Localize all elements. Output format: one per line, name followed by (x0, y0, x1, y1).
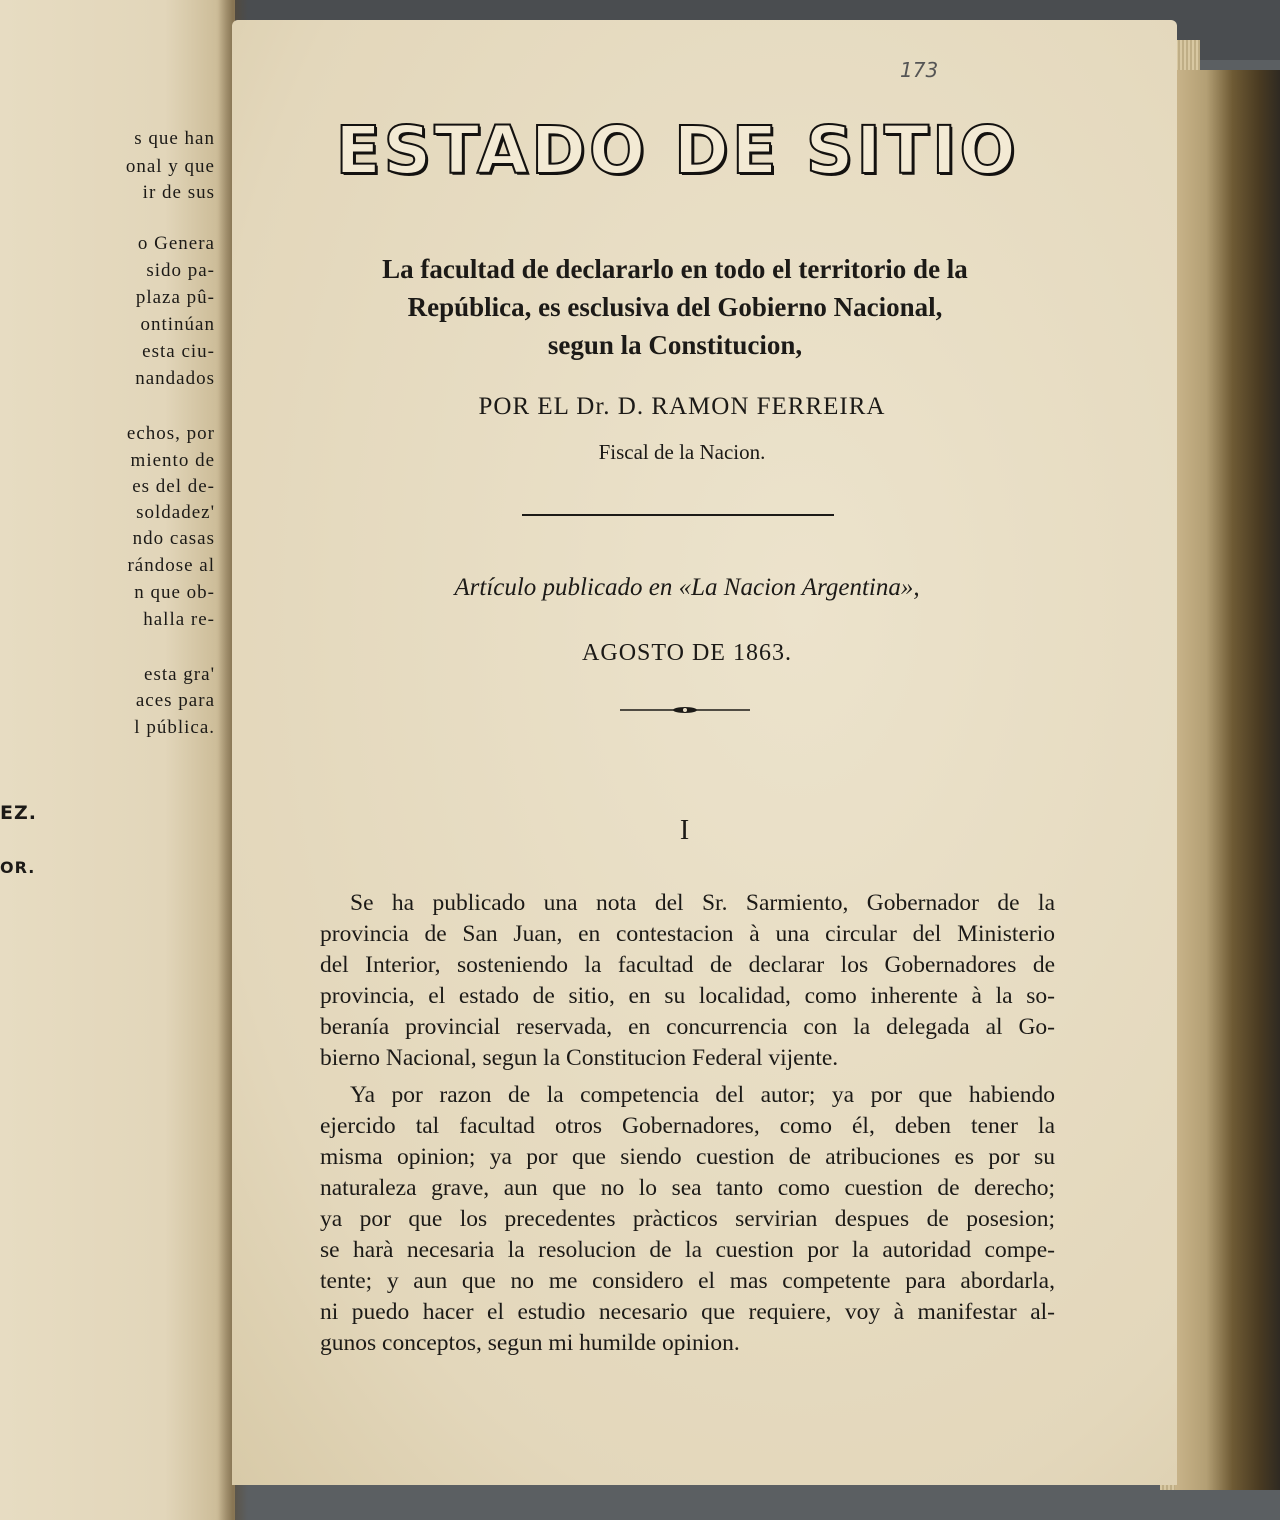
article-body (320, 888, 1055, 1359)
left-line: l pública. (134, 717, 215, 738)
left-line: s que han (134, 128, 215, 149)
paragraph (320, 888, 1055, 1074)
body-line: ya por que los precedentes pràcticos servirian despues de posesion; (320, 1206, 1055, 1232)
author-role: Fiscal de la Nacion. (598, 440, 766, 464)
left-line: rándose al (127, 555, 215, 576)
left-line: soldadez' (136, 502, 215, 523)
ornament-divider (620, 700, 750, 720)
body-line: del Interior, sosteniendo la facultad de declarar los Gobernadores de (320, 952, 1055, 978)
section-number: I (679, 815, 690, 846)
page-folio: 173 (900, 58, 939, 82)
publication-date: AGOSTO DE 1863. (582, 640, 792, 666)
article-title: ESTADO DE SITIO (335, 112, 1019, 189)
subtitle-line: segun la Constitucion, (547, 330, 803, 360)
left-line: esta gra' (144, 664, 215, 685)
left-line: sido pa- (146, 260, 215, 281)
divider-rule (522, 514, 834, 516)
left-page (0, 0, 235, 1520)
left-line: echos, por (126, 423, 215, 444)
body-line: bierno Nacional, segun la Constitucion Federal vijente. (320, 1045, 839, 1071)
body-line: ejercido tal facultad otros Gobernadores, como él, deben tener la (320, 1113, 1055, 1139)
paragraph (320, 1080, 1055, 1359)
body-line: Ya por razon de la competencia del autor; ya por que habiendo (350, 1082, 1055, 1108)
subtitle-line: La facultad de declararlo en todo el territorio de la (382, 254, 968, 284)
book-spine (1175, 70, 1280, 1490)
left-line: EZ. (0, 802, 37, 824)
left-line: ir de sus (142, 182, 215, 203)
body-line: provincia, el estado de sitio, en su localidad, como inherente à la so- (320, 983, 1055, 1009)
body-line: misma opinion; ya por que siendo cuestion de atribuciones es por su (320, 1144, 1055, 1170)
body-line: gunos conceptos, segun mi humilde opinion. (320, 1330, 740, 1356)
publication-note: Artículo publicado en «La Nacion Argentina», (454, 574, 920, 601)
left-line: esta ciu- (142, 341, 215, 362)
left-line: halla re- (143, 609, 215, 630)
left-line: onal y que (125, 156, 215, 177)
body-line: beranía provincial reservada, en concurrencia con la delegada al Go- (320, 1014, 1055, 1040)
body-line: tente; y aun que no me considero el mas competente para abordarla, (320, 1268, 1055, 1294)
left-line: nandados (135, 368, 215, 389)
left-line: aces para (135, 690, 215, 711)
author-byline: POR EL Dr. D. RAMON FERREIRA (478, 393, 886, 420)
article-subtitle (270, 250, 1080, 364)
left-line: o Genera (137, 233, 215, 254)
body-line: ni puedo hacer el estudio necesario que requiere, voy à manifestar al- (320, 1299, 1055, 1325)
left-line: es del de- (132, 476, 215, 497)
left-line: ontinúan (140, 314, 215, 335)
left-line: ndo casas (132, 528, 215, 549)
left-line: OR. (0, 858, 36, 877)
body-line: Se ha publicado una nota del Sr. Sarmiento, Gobernador de la (350, 890, 1055, 916)
body-line: naturaleza grave, aun que no lo sea tanto como cuestion de derecho; (320, 1175, 1055, 1201)
subtitle-line: República, es esclusiva del Gobierno Nacional, (407, 292, 943, 322)
body-line: provincia de San Juan, en contestacion à una circular del Ministerio (320, 921, 1055, 947)
left-line: plaza pû- (135, 287, 215, 308)
body-line: se harà necesaria la resolucion de la cuestion por la autoridad compe- (320, 1237, 1055, 1263)
left-line: miento de (130, 450, 215, 471)
left-line: n que ob- (134, 582, 215, 603)
